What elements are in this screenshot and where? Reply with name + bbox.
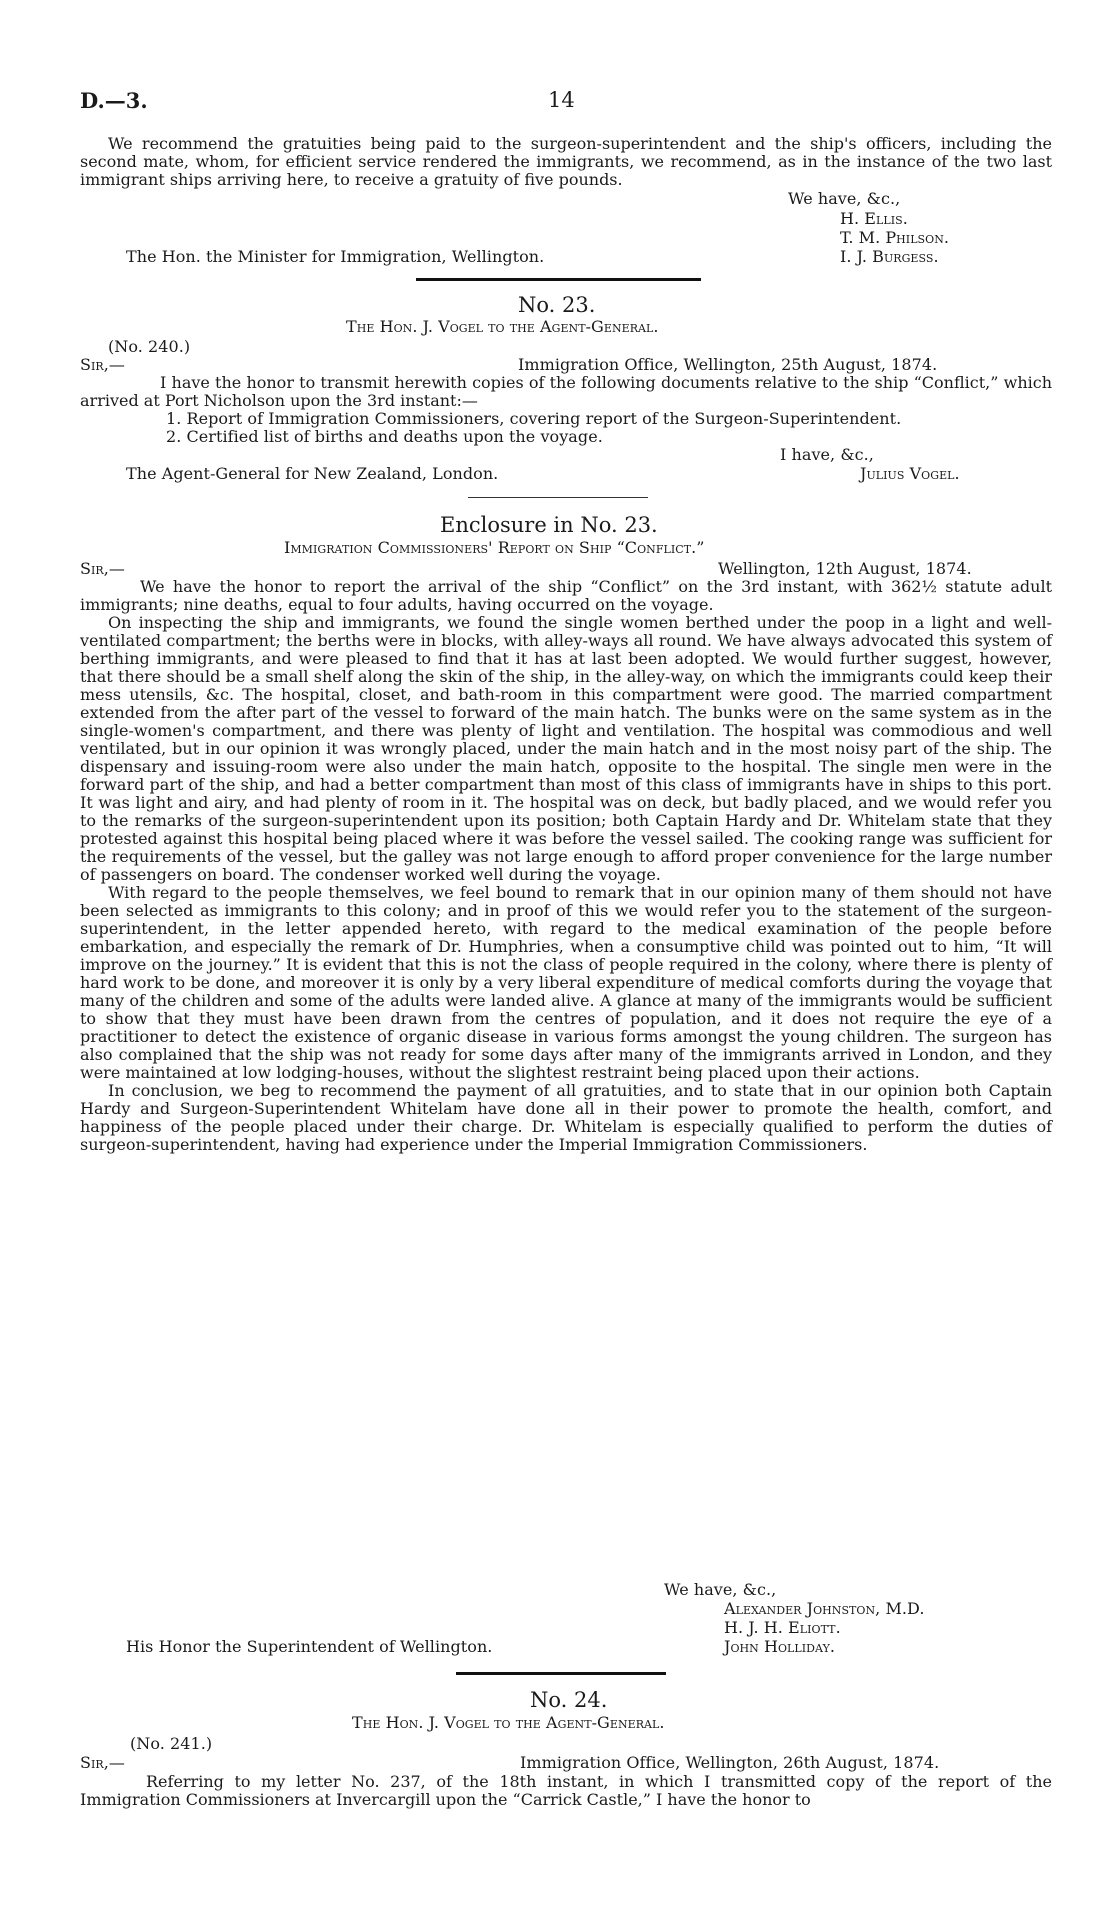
enclosure-signatory-2: H. J. H. Eliott. (724, 1618, 841, 1637)
no23-addressee: The Agent-General for New Zealand, London. (126, 464, 499, 483)
no24-subheading: The Hon. J. Vogel to the Agent-General. (352, 1713, 665, 1732)
no23-heading: No. 23. (518, 293, 596, 317)
enclosure-paragraph-2: On inspecting the ship and immigrants, we found the single women berthed under the poop in a light and well-ventilated compartment; the berths were in blocks, with alley-ways all round. We have always advocated this system of berthing immigrants, and were pleased to find that it has at last been adopted. We would further suggest, however, that there should be a small shelf along the skin of the ship, in the alley-way, on which the immigrants could keep their mess utensils, &c. The hospital, closet, and bath-room in this compartment were good. The married compartment extended from the after part of the vessel to forward of the main hatch. The bunks were on the same system as in the single-women's compartment, and there was plenty of light and ventilation. The hospital was commodious and well ventilated, but in our opinion it was wrongly placed, under the main hatch and in the most noisy part of the ship. The dispensary and issuing-room were also under the main hatch, opposite to the hospital. The single men were in the forward part of the ship, and had a better compartment than most of this class of immigrants have in ships to this port. It was light and airy, and had plenty of room in it. The hospital was on deck, but badly placed, and we would refer you to the remarks of the surgeon-superintendent upon its position; both Captain Hardy and Dr. Whitelam state that they protested against this hospital being placed where it was before the vessel sailed. The cooking range was sufficient for the requirements of the vessel, but the galley was not large enough to afford proper convenience for the large number of passengers on board. The condenser worked well during the voyage. (80, 613, 1052, 884)
intro-signatory-2: T. M. Philson. (840, 228, 950, 247)
enclosure-paragraph-1: We have the honor to report the arrival of the ship “Conflict” on the 3rd instant, with 362½ statute adult immigrants; nine deaths, equal to four adults, having occurred on the voyage. (80, 577, 1052, 614)
document-reference: D.—3. (80, 88, 148, 113)
enclosure-paragraph-4: In conclusion, we beg to recommend the payment of all gratuities, and to state that in our opinion both Captain Hardy and Surgeon-Superintendent Whitelam have done all in their power to promote the health, comfort, and happiness of the people placed under their charge. Dr. Whitelam is especially qualified to perform the duties of surgeon-superintendent, having had experience under the Imperial Immigration Commissioners. (80, 1081, 1052, 1154)
intro-section (80, 135, 1052, 189)
intro-signatory-3: I. J. Burgess. (840, 247, 939, 266)
intro-paragraph: We recommend the gratuities being paid to the surgeon-superintendent and the ship's officers, including the second mate, whom, for efficient service rendered the immigrants, we recommend, as in the instance of the two last immigrant ships arriving here, to receive a gratuity of five pounds. (80, 134, 1052, 189)
no23-closing: I have, &c., (780, 445, 874, 464)
enclosure-addressee: His Honor the Superintendent of Wellington. (126, 1637, 493, 1656)
enclosure-paragraph-3: With regard to the people themselves, we feel bound to remark that in our opinion many of them should not have been selected as immigrants to this colony; and in proof of this we would refer you to the statement of the surgeon-superintendent, in the letter appended hereto, with regard to the medical examination of the people before embarkation, and especially the remark of Dr. Humphries, when a consumptive child was pointed out to him, “It will improve on the journey.” It is evident that this is not the class of people required in the colony, where there is plenty of hard work to be done, and moreover it is only by a very liberal expenditure of medical comforts during the voyage that many of the children and some of the adults were landed alive. A glance at many of the immigrants would be sufficient to show that they must have been drawn from the centres of population, and it does not require the eye of a practitioner to detect the existence of organic disease in various forms amongst the young children. The surgeon has also complained that the ship was not ready for some days after many of the immigrants arrived in London, and they were maintained at low lodging-houses, without the slightest restraint being placed upon their actions. (80, 883, 1052, 1082)
no24-body-section (80, 1773, 1052, 1809)
no24-salutation: Sir,— (80, 1753, 125, 1772)
page-number: 14 (548, 88, 575, 112)
no23-salutation: Sir,— (80, 355, 125, 374)
no23-item-1: 1. Report of Immigration Commissioners, covering report of the Surgeon-Superintendent. (166, 409, 902, 428)
no24-place-date: Immigration Office, Wellington, 26th August, 1874. (520, 1753, 940, 1772)
enclosure-place-date: Wellington, 12th August, 1874. (718, 559, 972, 578)
enclosure-signatory-1: Alexander Johnston, M.D. (724, 1599, 925, 1618)
no23-place-date: Immigration Office, Wellington, 25th August, 1874. (518, 355, 938, 374)
no24-body: Referring to my letter No. 237, of the 18th instant, in which I transmitted copy of the report of the Immigration Commissioners at Invercargill upon the “Carrick Castle,” I have the honor to (80, 1772, 1052, 1809)
intro-signatory-1: H. Ellis. (840, 209, 908, 228)
section-divider (416, 278, 701, 281)
section-divider (456, 1672, 666, 1675)
section-divider-thin (468, 497, 648, 498)
enclosure-closing: We have, &c., (664, 1580, 777, 1599)
no23-subheading: The Hon. J. Vogel to the Agent-General. (346, 317, 659, 336)
intro-addressee: The Hon. the Minister for Immigration, Wellington. (126, 247, 545, 266)
enclosure-signatory-3: John Holliday. (724, 1637, 836, 1656)
no24-ref: (No. 241.) (130, 1734, 213, 1753)
no23-signatory: Julius Vogel. (860, 464, 960, 483)
enclosure-report-body (80, 578, 1052, 1154)
no24-heading: No. 24. (530, 1688, 608, 1712)
no23-body: I have the honor to transmit herewith copies of the following documents relative to the ship “Conflict,” which arrived at Port Nicholson upon the 3rd instant:— (80, 373, 1052, 410)
no23-ref: (No. 240.) (108, 337, 191, 356)
no23-body-section (80, 374, 1052, 410)
enclosure-subheading: Immigration Commissioners' Report on Ship “Conflict.” (284, 538, 705, 557)
no23-item-2: 2. Certified list of births and deaths upon the voyage. (166, 427, 603, 446)
enclosure-salutation: Sir,— (80, 559, 125, 578)
enclosure-heading: Enclosure in No. 23. (440, 513, 658, 537)
intro-closing: We have, &c., (788, 189, 901, 208)
